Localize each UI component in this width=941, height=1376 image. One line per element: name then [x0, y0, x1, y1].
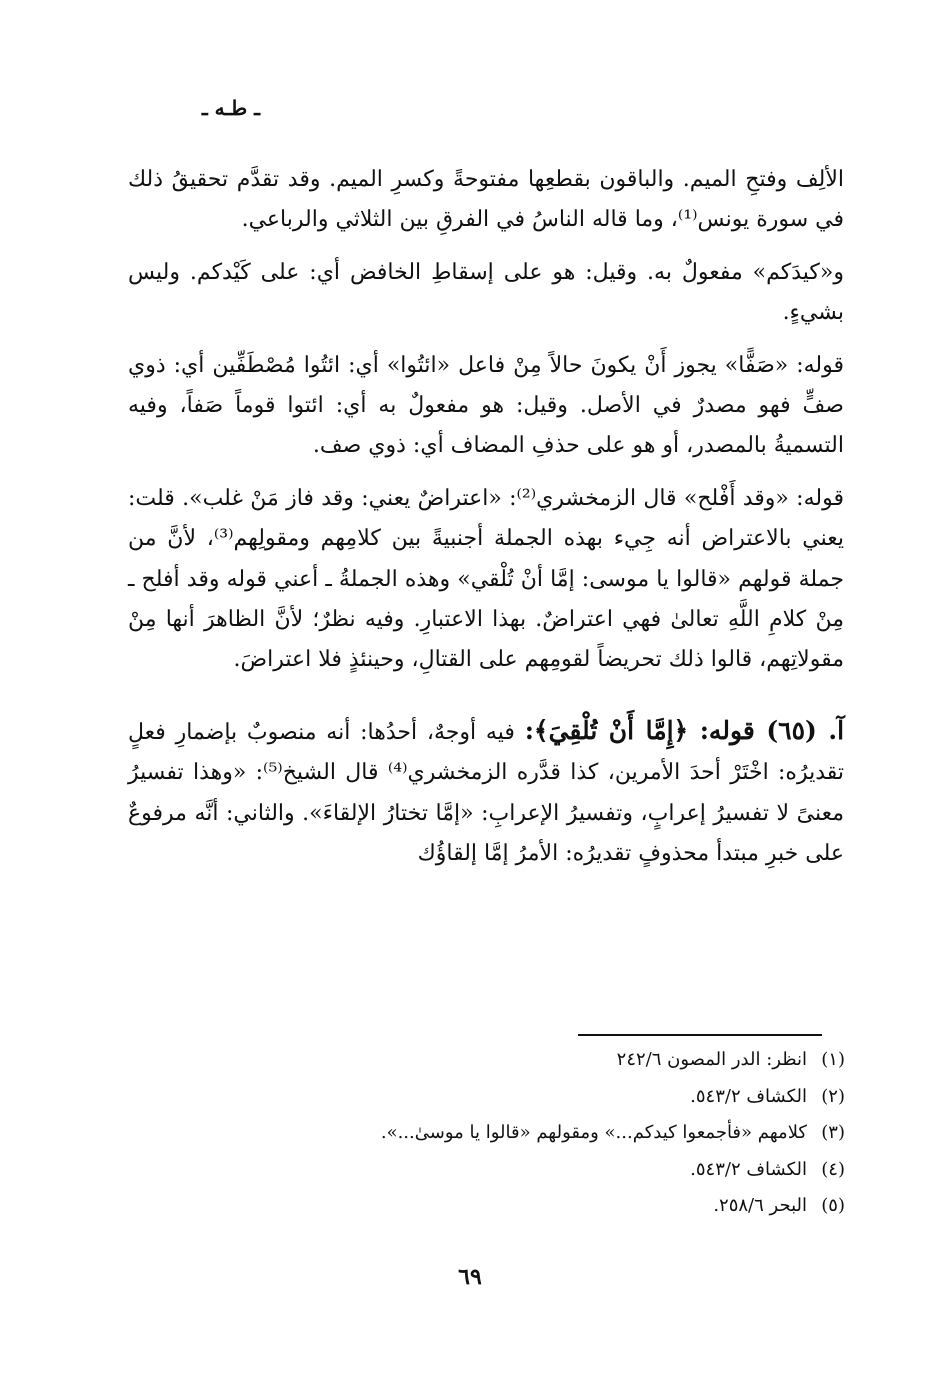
paragraph-1: الألِف وفتحِ الميم. والباقون بقطعِها مفتوحةً وكسرِ الميم. وقد تقدَّم تحقيقُ ذلك في سورة يونس⁽¹⁾، وما قاله الناسُ في الفرقِ بين الثلاثي والرباعي. — [128, 167, 844, 233]
verse-commentary: فيه أوجهٌ، أحدُها: أنه منصوبٌ بإضمارِ فعلٍ تقديرُه: اخْتَرْ أحدَ الأمرين، كذا قدَّره الزمخشري⁽⁴⁾ قال الشيخ⁽⁵⁾: «وهذا تفسيرُ معنىً لا تفسيرُ إعرابٍ، وتفسيرُ الإعرابِ: «إمَّا تختارُ الإلقاءَ». والثاني: أنَّه مرفوعٌ على خبرِ مبتدأ محذوفٍ تقديرُه: الأمرُ إمَّا إلقاؤُك — [128, 719, 845, 867]
paragraph-3: قوله: «صَفًّا» يجوز أَنْ يكونَ حالاً مِنْ فاعل «ائتُوا» أي: ائتُوا مُصْطَفِّين أي: ذوي صفٍّ فهو مصدرٌ في الأصل. وقيل: هو مفعولٌ به أي: ائتوا قوماً صَفاً، وفيه التسميةُ بالمصدر، أو هو على حذفِ المضاف أي: ذوي صف. — [128, 352, 844, 459]
footnotes-divider — [578, 1034, 822, 1036]
page-number: ٦٩ — [458, 1264, 482, 1290]
footnote — [300, 1079, 845, 1116]
footnote-number: (٢) — [821, 1085, 845, 1107]
footnote-text: البحر ٢٥٨/٦. — [713, 1195, 807, 1216]
footnote-number: (٣) — [821, 1122, 845, 1143]
verse-heading: آ. (٦٥) قوله: ﴿إِمَّا أَنْ تُلْقِيَ﴾: — [524, 715, 845, 745]
footnote-text: الكشاف ٥٤٣/٢. — [690, 1158, 807, 1180]
footnote-number: (١) — [821, 1049, 845, 1070]
footnote — [300, 1188, 845, 1225]
footnote — [300, 1042, 845, 1079]
footnote-number: (٥) — [821, 1195, 845, 1216]
footnote-number: (٤) — [821, 1158, 845, 1180]
footnote — [300, 1115, 845, 1152]
paragraph-4: قوله: «وقد أَفْلح» قال الزمخشري⁽²⁾: «اعتراضٌ يعني: وقد فاز مَنْ غلب». قلت: يعني بالاعتراض أنه جِيء بهذه الجملة أجنبيةً بين كلامِهم ومقولِهم⁽³⁾، لأنَّ من جملة قولهم «قالوا يا موسى: إمَّا أنْ تُلْقي» وهذه الجملةُ ـ أعني قوله وقد أفلح ـ مِنْ كلامِ اللَّهِ تعالىٰ فهي اعتراضٌ. بهذا الاعتبارِ. وفيه نظرٌ؛ لأنَّ الظاهرَ أنها مِنْ مقولاتِهم، قالوا ذلك تحريضاً لقومِهم على القتالِ، وحينئذٍ فلا اعتراضَ. — [128, 485, 844, 673]
footnotes — [300, 1042, 845, 1225]
footnote-text: كلامهم «فأجمعوا كيدكم...» ومقولهم «قالوا يا موسىٰ...». — [380, 1122, 807, 1143]
main-text — [128, 160, 844, 887]
footnote-text: الكشاف ٥٤٣/٢. — [690, 1085, 807, 1107]
paragraph-2: و«كيدَكم» مفعولٌ به. وقيل: هو على إسقاطِ الخافض أي: على كَيْدكم. وليس بشيءٍ. — [128, 259, 844, 326]
footnote-text: انظر: الدر المصون ٢٤٢/٦ — [616, 1049, 807, 1070]
running-header: ـ طـه ـ — [201, 96, 260, 120]
verse-paragraph — [128, 711, 844, 875]
footnote — [300, 1152, 845, 1189]
